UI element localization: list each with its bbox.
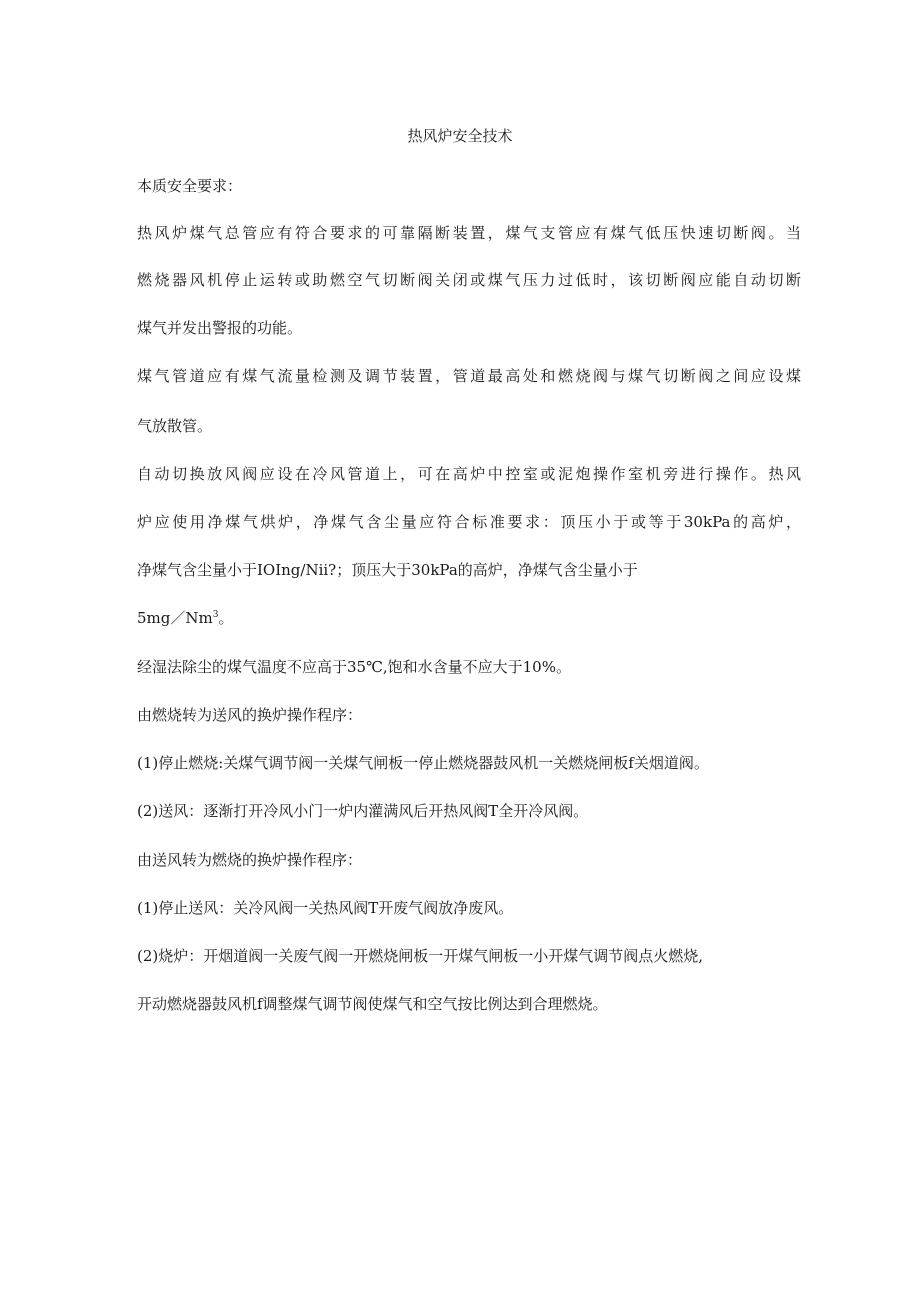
heading-blast-to-burn: 由送风转为燃烧的换炉操作程序： <box>137 851 363 869</box>
dust-limit-end: 。 <box>218 609 234 627</box>
paragraph-2-line-1: 煤气管道应有煤气流量检测及调节装置，管道最高处和燃烧阀与煤气切断阀之间应设煤 <box>137 367 801 385</box>
paragraph-1-line-1: 热风炉煤气总管应有符合要求的可靠隔断装置，煤气支管应有煤气低压快速切断阀。当 <box>137 224 801 242</box>
dust-limit-superscript: 3 <box>212 610 219 620</box>
paragraph-3-line-1: 自动切换放风阀应设在冷风管道上，可在高炉中控室或泥炮操作室机旁进行操作。热风 <box>137 465 801 483</box>
step-burning-line-1: (2)烧炉：开烟道阀一关废气阀一开燃烧闸板一开煤气闸板一小开煤气调节阀点火燃烧, <box>137 947 704 965</box>
paragraph-3-line-2: 炉应使用净煤气烘炉，净煤气含尘量应符合标准要求：顶压小于或等于30kPa的高炉， <box>137 513 801 531</box>
paragraph-3-line-4 <box>137 606 233 630</box>
paragraph-1-line-3: 煤气并发出警报的功能。 <box>137 319 303 337</box>
step-blast: (2)送风：逐渐打开冷风小门一炉内灌满风后开热风阀T全开冷风阀。 <box>137 802 589 820</box>
document-title: 热风炉安全技术 <box>407 127 513 145</box>
paragraph-2-line-2: 气放散管。 <box>137 417 213 435</box>
heading-burn-to-blast: 由燃烧转为送风的换炉操作程序： <box>137 706 363 724</box>
step-burning-line-2: 开动燃烧器鼓风机f调整煤气调节阀使煤气和空气按比例达到合理燃烧。 <box>137 995 608 1013</box>
heading-essential-safety: 本质安全要求： <box>137 177 243 195</box>
paragraph-3-line-3: 净煤气含尘量小于IOIng/Nii?；顶压大于30kPa的高炉，净煤气含尘量小于 <box>137 561 638 579</box>
dust-limit-value: 5mg／Nm <box>137 609 213 627</box>
step-stop-blast: (1)停止送风：关冷风阀一关热风阀T开废气阀放净废风。 <box>137 899 514 917</box>
paragraph-4: 经湿法除尘的煤气温度不应高于35℃,饱和水含量不应大于10%。 <box>137 658 571 676</box>
step-stop-burning: (1)停止燃烧:关煤气调节阀一关煤气闸板一停止燃烧器鼓风机一关燃烧闸板f关烟道阀。 <box>137 754 709 772</box>
paragraph-1-line-2: 燃烧器风机停止运转或助燃空气切断阀关闭或煤气压力过低时，该切断阀应能自动切断 <box>137 271 801 289</box>
